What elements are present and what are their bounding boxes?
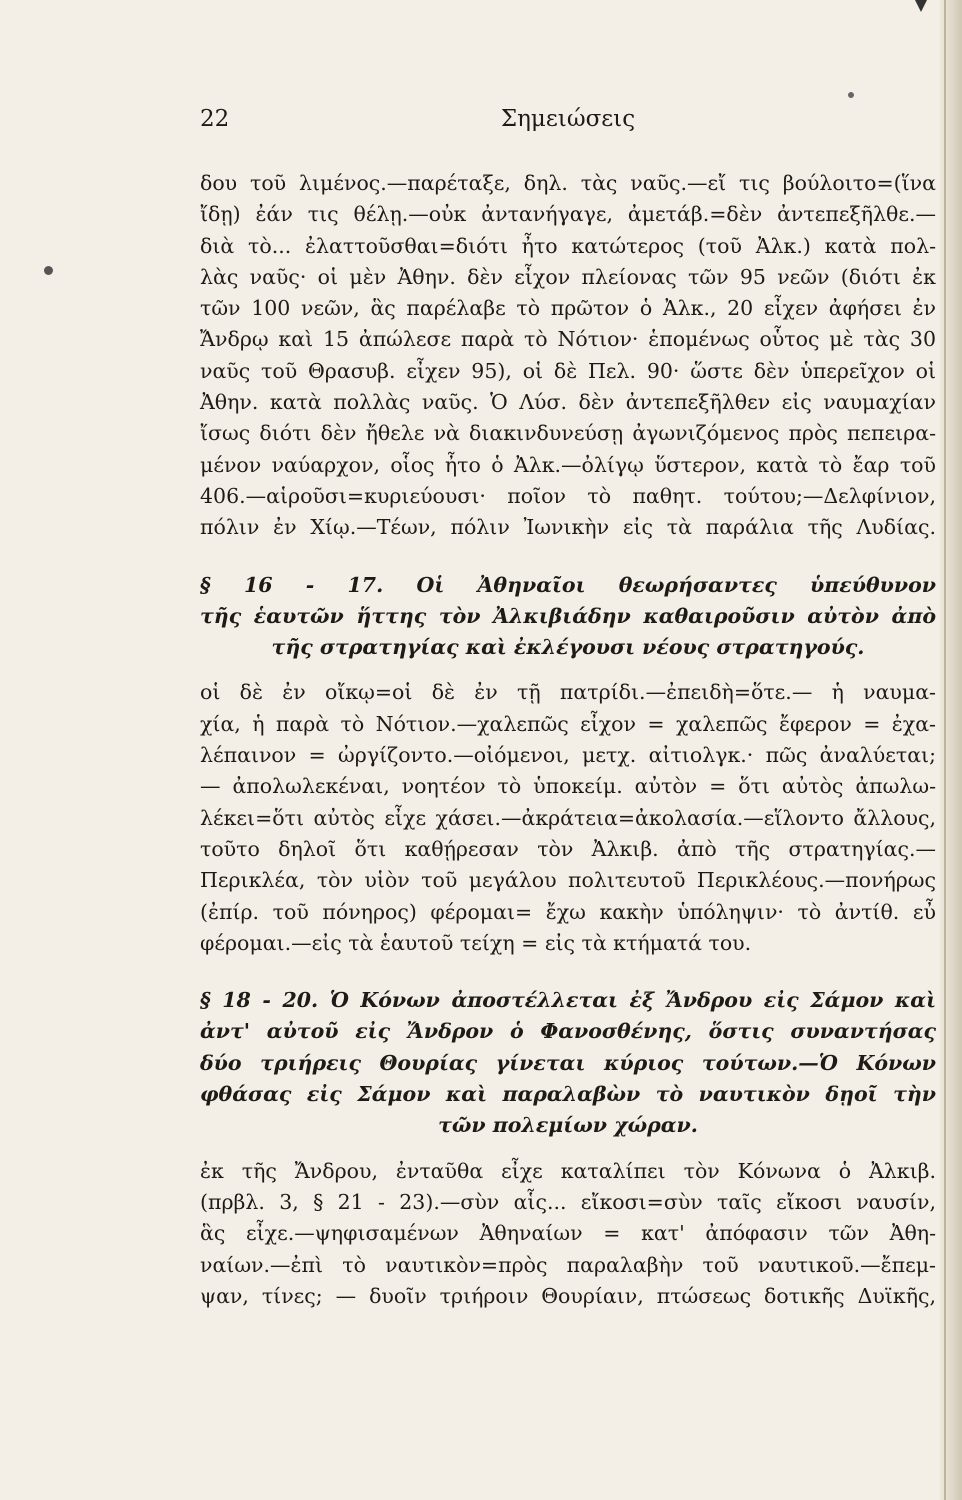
text-line: ἴσως διότι δὲν ἤθελε νὰ διακινδυνεύσῃ ἀγωνιζόμενος πρὸς πεπειρα- xyxy=(200,421,936,446)
text-line: λὰς ναῦς· οἱ μὲν Ἀθην. δὲν εἶχον πλείονας τῶν 95 νεῶν (διότι ἐκ xyxy=(200,264,936,289)
text-line: (πρβλ. 3, § 21 - 23).—σὺν αἷς... εἴκοσι=σὺν ταῖς εἴκοσι ναυσίν, xyxy=(200,1189,936,1214)
text-line: λέπαινον = ὠργίζοντο.—οἰόμενοι, μετχ. αἰτιολγκ.· πῶς ἀναλύεται; xyxy=(200,743,936,768)
paragraph-notes-3 xyxy=(200,1156,936,1312)
text-line: ναῦς τοῦ Θρασυβ. εἶχεν 95), οἱ δὲ Πελ. 90· ὥστε δὲν ὑπερεῖχον οἱ xyxy=(200,358,936,383)
text-line: οἱ δὲ ἐν οἴκῳ=οἱ δὲ ἐν τῇ πατρίδι.—ἐπειδὴ=ὅτε.— ἡ ναυμα- xyxy=(200,680,936,705)
text-line: χία, ἡ παρὰ τὸ Νότιον.—χαλεπῶς εἶχον = χαλεπῶς ἔφερον = ἐχα- xyxy=(200,711,936,736)
heading-line: δύο τριήρεις Θουρίας γίνεται κύριος τούτων.—Ὁ Κόνων xyxy=(200,1050,936,1075)
paragraph-notes-2 xyxy=(200,677,936,959)
page-number: 22 xyxy=(200,106,230,132)
text-line: Ἄνδρῳ καὶ 15 ἀπώλεσε παρὰ τὸ Νότιον· ἑπομένως οὗτος μὲ τὰς 30 xyxy=(200,327,936,352)
text-line: — ἀπολωλεκέναι, νοητέον τὸ ὑποκείμ. αὐτὸν = ὅτι αὐτὸς ἀπωλω- xyxy=(200,774,936,799)
text-line: λέκει=ὅτι αὐτὸς εἶχε χάσει.—ἀκράτεια=ἀκολασία.—εἵλοντο ἄλλους, xyxy=(200,805,936,830)
ink-dot-icon xyxy=(848,92,854,98)
heading-line: τῶν πολεμίων χώραν. xyxy=(438,1113,698,1138)
arrow-mark-icon xyxy=(915,0,927,12)
page-body xyxy=(200,168,936,1312)
heading-line: φθάσας εἰς Σάμον καὶ παραλαβὼν τὸ ναυτικὸν δῃοῖ τὴν xyxy=(200,1082,936,1107)
running-title: Σημειώσεις xyxy=(500,106,636,132)
text-line: πόλιν ἐν Χίῳ.—Τέων, πόλιν Ἰωνικὴν εἰς τὰ παράλια τῆς Λυδίας. xyxy=(200,515,936,540)
text-line: φέρομαι.—εἰς τὰ ἑαυτοῦ τείχη = εἰς τὰ κτήματά του. xyxy=(200,930,752,955)
text-line: Περικλέα, τὸν υἱὸν τοῦ μεγάλου πολιτευτοῦ Περικλέους.—πονήρως xyxy=(200,868,936,893)
margin-bullet-icon xyxy=(44,266,53,275)
heading-line: § 16 - 17. Οἱ Ἀθηναῖοι θεωρήσαντες ὑπεύθυνον xyxy=(200,572,936,597)
text-line: διὰ τὸ... ἐλαττοῦσθαι=διότι ἦτο κατώτερος (τοῦ Ἀλκ.) κατὰ πολ- xyxy=(200,233,936,258)
text-line: 406.—αἱροῦσι=κυριεύουσι· ποῖον τὸ παθητ. τούτου;—Δελφίνιον, xyxy=(200,483,936,508)
page-header xyxy=(200,106,936,136)
heading-line: τῆς στρατηγίας καὶ ἐκλέγουσι νέους στρατηγούς. xyxy=(271,635,865,660)
section-heading-16-17 xyxy=(200,570,936,664)
heading-line: ἀντ' αὐτοῦ εἰς Ἄνδρον ὁ Φανοσθένης, ὅστις συναντήσας xyxy=(200,1019,936,1044)
text-line: ἐκ τῆς Ἄνδρου, ἐνταῦθα εἶχε καταλίπει τὸν Κόνωνα ὁ Ἀλκιβ. xyxy=(200,1158,936,1183)
text-line: ἃς εἶχε.—ψηφισαμένων Ἀθηναίων = κατ' ἀπόφασιν τῶν Ἀθη- xyxy=(200,1221,936,1246)
text-line: τῶν 100 νεῶν, ἃς παρέλαβε τὸ πρῶτον ὁ Ἀλκ., 20 εἶχεν ἀφήσει ἐν xyxy=(200,296,936,321)
text-line: ψαν, τίνες; — δυοῖν τριήροιν Θουρίαιν, πτώσεως δοτικῆς Δυϊκῆς, xyxy=(200,1283,936,1308)
heading-line: τῆς ἑαυτῶν ἥττης τὸν Ἀλκιβιάδην καθαιροῦσιν αὐτὸν ἀπὸ xyxy=(200,603,936,628)
heading-line: § 18 - 20. Ὁ Κόνων ἀποστέλλεται ἐξ Ἄνδρου εἰς Σάμον καὶ xyxy=(200,988,936,1013)
text-line: δου τοῦ λιμένος.—παρέταξε, δηλ. τὰς ναῦς.—εἴ τις βούλοιτο=(ἵνα xyxy=(200,171,936,195)
binding-line xyxy=(944,0,946,1500)
paragraph-notes-1 xyxy=(200,168,936,544)
text-line: Ἀθην. κατὰ πολλὰς ναῦς. Ὁ Λύσ. δὲν ἀντεπεξῆλθεν εἰς ναυμαχίαν xyxy=(200,390,936,415)
section-heading-18-20 xyxy=(200,985,936,1141)
text-line: ναίων.—ἐπὶ τὸ ναυτικὸν=πρὸς παραλαβὴν τοῦ ναυτικοῦ.—ἔπεμ- xyxy=(200,1252,936,1277)
text-line: ἴδῃ) ἐάν τις θέλῃ.—οὐκ ἀντανήγαγε, ἀμετάβ.=δὲν ἀντεπεξῆλθε.— xyxy=(200,202,936,227)
text-line: μένον ναύαρχον, οἷος ἦτο ὁ Ἀλκ.—ὀλίγῳ ὕστερον, κατὰ τὸ ἔαρ τοῦ xyxy=(200,452,936,477)
text-line: (ἐπίρ. τοῦ πόνηρος) φέρομαι= ἔχω κακὴν ὑπόληψιν· τὸ ἀντίθ. εὖ xyxy=(200,899,936,924)
text-line: τοῦτο δηλοῖ ὅτι καθῄρεσαν τὸν Ἀλκιβ. ἀπὸ τῆς στρατηγίας.— xyxy=(200,836,936,861)
